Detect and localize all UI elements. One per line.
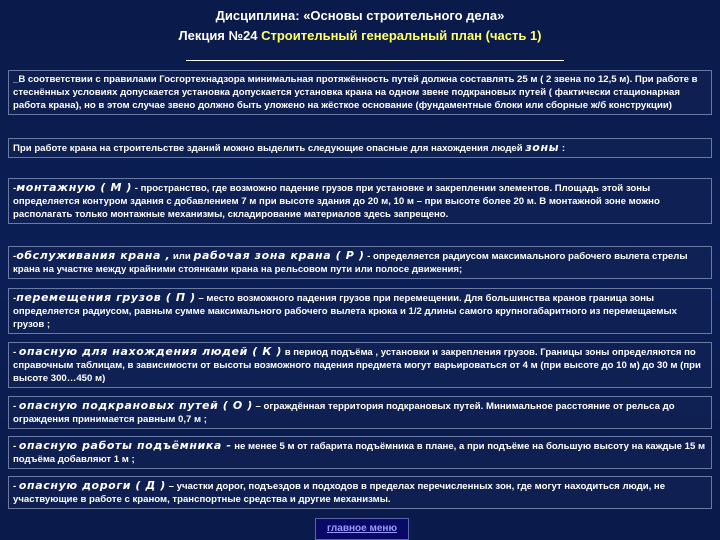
item-cargo-movement-zone: [8, 288, 712, 334]
lecture-title: [0, 28, 720, 43]
item-lead: -: [13, 251, 17, 262]
item-text: – участки дорог, подъездов и подходов в пределах перечисленных зон, где могут находиться люди, не участвующие в работе с краном, транспортные средства и другие механизмы.: [13, 481, 666, 505]
zones-intro: [8, 138, 712, 158]
item-mid: или: [172, 251, 191, 262]
main-menu-button[interactable]: главное меню: [315, 518, 409, 540]
item-lead: -: [13, 401, 17, 412]
item-road-zone: [8, 476, 712, 509]
item-lead: -: [13, 441, 17, 452]
intro-paragraph: [8, 70, 712, 115]
item-crane-tracks-zone: [8, 396, 712, 429]
item-term: монтажную ( М ): [16, 181, 133, 194]
item-term-2: рабочая зона крана ( Р ): [193, 249, 365, 262]
item-term: опасную дороги ( Д ): [18, 479, 166, 492]
item-lead: -: [13, 347, 17, 358]
title-divider: [186, 60, 564, 61]
item-term: опасную подкрановых путей ( О ): [18, 399, 253, 412]
item-text: - пространство, где возможно падение грузов при установке и закреплении элементов. Площадь этой зоны определяется контуром здания с добавлением 7 м при высоте здания до 20 м, 10 м – при высоте более 20 м. В монтажной зоне можно располагать только монтажные механизмы, складирование материалов здесь запрещено.: [13, 183, 660, 220]
zones-suffix: :: [561, 143, 566, 154]
item-lead: -: [13, 481, 17, 492]
item-text: не менее 5 м от габарита подъёмника в плане, а при подъёме на большую высоту на каждые 15 м подъёма добавляют 1 м ;: [13, 441, 706, 465]
lecture-topic: Строительный генеральный план (часть 1): [261, 28, 542, 43]
item-term: обслуживания крана ,: [16, 249, 171, 262]
item-mounting-zone: [8, 178, 712, 224]
item-term: опасную для нахождения людей ( К ): [18, 345, 283, 358]
lecture-number: Лекция №24: [178, 28, 258, 43]
item-people-danger-zone: [8, 342, 712, 388]
item-text: в период подъёма , установки и закрепления грузов. Границы зоны определяются по справочным таблицам, в зависимости от высоты возможного падения предмета могут варьироваться от 4 м (при высоте до 10 м) до 30 м (при высоте 300…450 м): [13, 347, 701, 384]
item-lead: -: [13, 183, 17, 194]
item-text: - определяется радиусом максимального рабочего вылета стрелы крана на участке между крайними стоянками крана на рельсовом пути или полосе движения;: [13, 251, 688, 275]
item-text: – ограждённая территория подкрановых путей. Минимальное расстояние от рельса до ограждения принимается равным 0,7 м ;: [13, 401, 675, 425]
discipline-title: Дисциплина: «Основы строительного дела»: [215, 8, 505, 23]
zones-term: зоны: [525, 141, 560, 154]
zones-intro-text: При работе крана на строительстве зданий можно выделить следующие опасные для нахождения людей: [13, 143, 523, 154]
intro-text: _В соответствии с правилами Госгортехнадзора минимальная протяжённость путей должна составлять 25 м ( 2 звена по 12,5 м). При работе в стеснённых условиях допускается установка допускается установка крана на одном звене подкрановых путей ( фактически стационарная работа крана), но в этом случае звено должно быть уложено на жёсткое основание (фундаментные блоки или сборные ж/б конструкции): [13, 74, 698, 111]
item-text: – место возможного падения грузов при перемещении. Для большинства кранов граница зоны определяется радиусом, равным сумме максимального рабочего вылета крюка и 1/2 длины самого крупногабаритного из перемещаемых грузов ;: [13, 293, 678, 330]
item-crane-service-zone: [8, 246, 712, 279]
item-lead: -: [13, 293, 17, 304]
item-term: перемещения грузов ( П ): [16, 291, 196, 304]
item-term: опасную работы подъёмника -: [18, 439, 232, 452]
item-hoist-zone: [8, 436, 712, 469]
